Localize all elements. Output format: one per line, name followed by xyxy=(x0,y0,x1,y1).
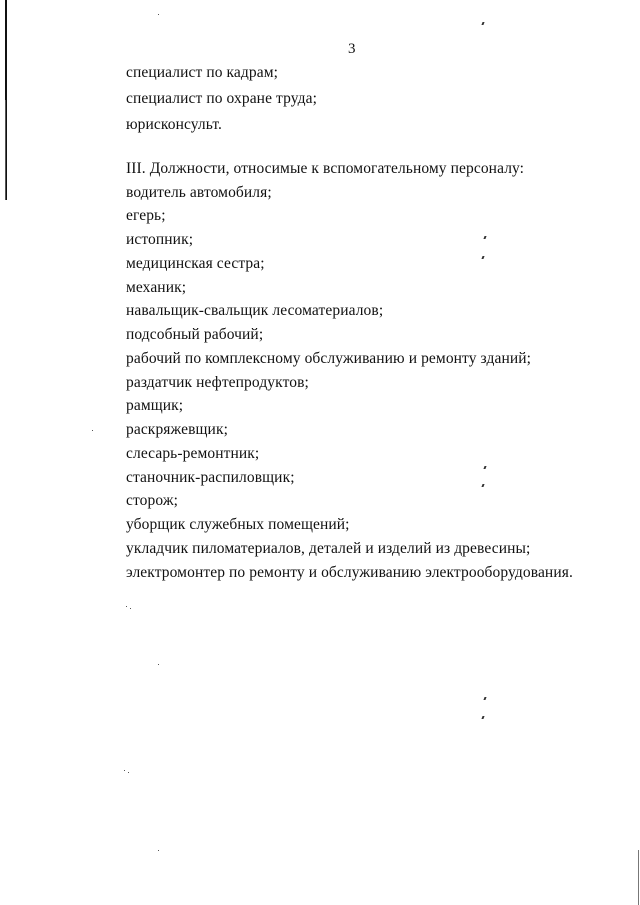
list-item: раздатчик нефтепродуктов; xyxy=(126,374,309,391)
list-item: сторож; xyxy=(126,492,179,509)
list-item: навальщик-свальщик лесоматериалов; xyxy=(126,302,384,319)
scan-speck xyxy=(128,772,129,773)
section-heading: III. Должности, относимые к вспомогательному персоналу: xyxy=(126,160,525,177)
list-item: юрисконсульт. xyxy=(126,116,223,133)
list-item: водитель автомобиля; xyxy=(126,184,272,201)
list-item: электромонтер по ремонту и обслуживанию электрооборудования. xyxy=(126,564,573,581)
scan-speck xyxy=(124,770,125,771)
scan-right-border xyxy=(638,850,639,905)
scan-speck xyxy=(483,697,486,700)
scan-speck xyxy=(483,236,486,239)
list-item: раскряжевщик; xyxy=(126,421,228,438)
list-item: станочник-распиловщик; xyxy=(126,469,295,486)
list-item: подсобный рабочий; xyxy=(126,326,264,343)
scan-speck xyxy=(126,606,127,607)
scan-speck xyxy=(483,466,486,469)
scan-speck xyxy=(158,664,159,665)
scan-speck xyxy=(158,850,159,851)
list-item: медицинская сестра; xyxy=(126,255,265,272)
list-item: механик; xyxy=(126,279,187,296)
scan-speck xyxy=(158,14,159,15)
list-item: истопник; xyxy=(126,231,194,248)
scan-speck xyxy=(130,608,131,609)
scan-speck xyxy=(481,484,484,487)
scan-speck xyxy=(481,256,484,259)
scan-speck xyxy=(481,716,484,719)
list-item: укладчик пиломатериалов, деталей и изделий из древесины; xyxy=(126,540,531,557)
list-item: рабочий по комплексному обслуживанию и ремонту зданий; xyxy=(126,350,532,367)
list-item: специалист по кадрам; xyxy=(126,64,279,81)
list-item: егерь; xyxy=(126,207,166,224)
list-item: уборщик служебных помещений; xyxy=(126,516,350,533)
list-item: рамщик; xyxy=(126,397,184,414)
page-number: 3 xyxy=(348,41,356,57)
list-item: слесарь-ремонтник; xyxy=(126,445,260,462)
scan-speck xyxy=(481,22,484,25)
list-item: специалист по охране труда; xyxy=(126,90,317,107)
scan-left-border-faded xyxy=(5,100,6,200)
scan-speck xyxy=(92,430,93,431)
